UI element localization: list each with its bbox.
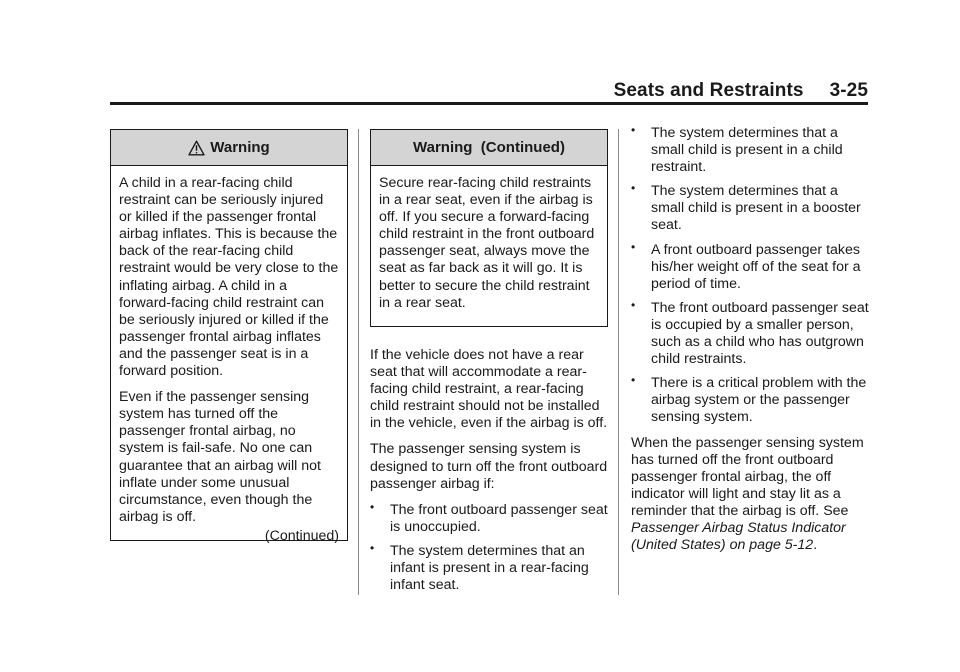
warning-paragraph: Secure rear-facing child restraints in a rear seat, even if the airbag is off. If you secure a forward-facing child restraint in the front outboard passenger seat, always move the seat as far back as it will go. It is better to secure the child restraint in a rear seat.	[379, 175, 595, 311]
list-item: • A front outboard passenger takes his/her weight off of the seat for a period of time.	[631, 242, 871, 293]
warning-title: Warning	[210, 139, 270, 156]
list-item: • There is a critical problem with the airbag system or the passenger sensing system.	[631, 375, 871, 426]
warning-continued-box	[370, 129, 608, 327]
warning-continued-header	[371, 130, 607, 166]
middle-column	[370, 347, 608, 602]
section-title: Seats and Restraints	[613, 80, 804, 101]
warning-box	[110, 129, 348, 544]
right-column	[631, 125, 871, 563]
warning-triangle-icon	[188, 140, 205, 156]
list-item: • The front outboard passenger seat is occupied by a smaller person, such as a child who has outgrown child restraints.	[631, 300, 871, 368]
warning-paragraph: A child in a rear-facing child restraint can be seriously injured or killed if the passenger frontal airbag inflates. This is because the back of the rear-facing child restraint would be very close to the inflating airbag. A child in a forward-facing child restraint can be seriously injured or killed if the passenger frontal airbag inflates and the passenger seat is in a forward position.	[119, 175, 339, 380]
warning-continued-body	[371, 166, 607, 312]
page-number: 3-25	[829, 80, 868, 101]
closing-text: When the passenger sensing system has turned off the front outboard passenger frontal airbag, the off indicator will light and stay lit as a reminder that the airbag is off.	[631, 434, 864, 519]
body-paragraph: The passenger sensing system is designed to turn off the front outboard passenger airbag if:	[370, 441, 608, 492]
column-divider	[618, 129, 619, 595]
closing-period: .	[813, 537, 818, 554]
see-label: See	[823, 502, 849, 519]
bullet-list	[370, 502, 608, 594]
warning-paragraph: Even if the passenger sensing system has turned off the passenger frontal airbag, no system is fail-safe. No one can guarantee that an airbag will not inflate under some unusual circumstance, even though the airbag is off.	[119, 389, 321, 525]
body-paragraph: If the vehicle does not have a rear seat that will accommodate a rear-facing child restraint, a rear-facing child restraint should not be installed in the vehicle, even if the airbag is off.	[370, 347, 608, 432]
warning-body	[111, 166, 347, 545]
list-item: • The system determines that a small child is present in a booster seat.	[631, 183, 871, 234]
list-item: • The front outboard passenger seat is unoccupied.	[370, 502, 608, 536]
column-divider	[358, 129, 359, 595]
warning-continued-title: Warning (Continued)	[413, 139, 565, 156]
header-rule	[110, 102, 868, 105]
header-text	[614, 80, 868, 102]
continued-label: (Continued)	[264, 527, 339, 544]
closing-paragraph	[631, 435, 871, 555]
cross-reference-link[interactable]: Passenger Airbag Status Indicator (United States) on page 5-12	[631, 519, 846, 554]
list-item: • The system determines that a small child is present in a child restraint.	[631, 125, 871, 176]
list-item: • The system determines that an infant is present in a rear-facing infant seat.	[370, 543, 608, 594]
warning-header	[111, 130, 347, 166]
bullet-list	[631, 125, 871, 427]
